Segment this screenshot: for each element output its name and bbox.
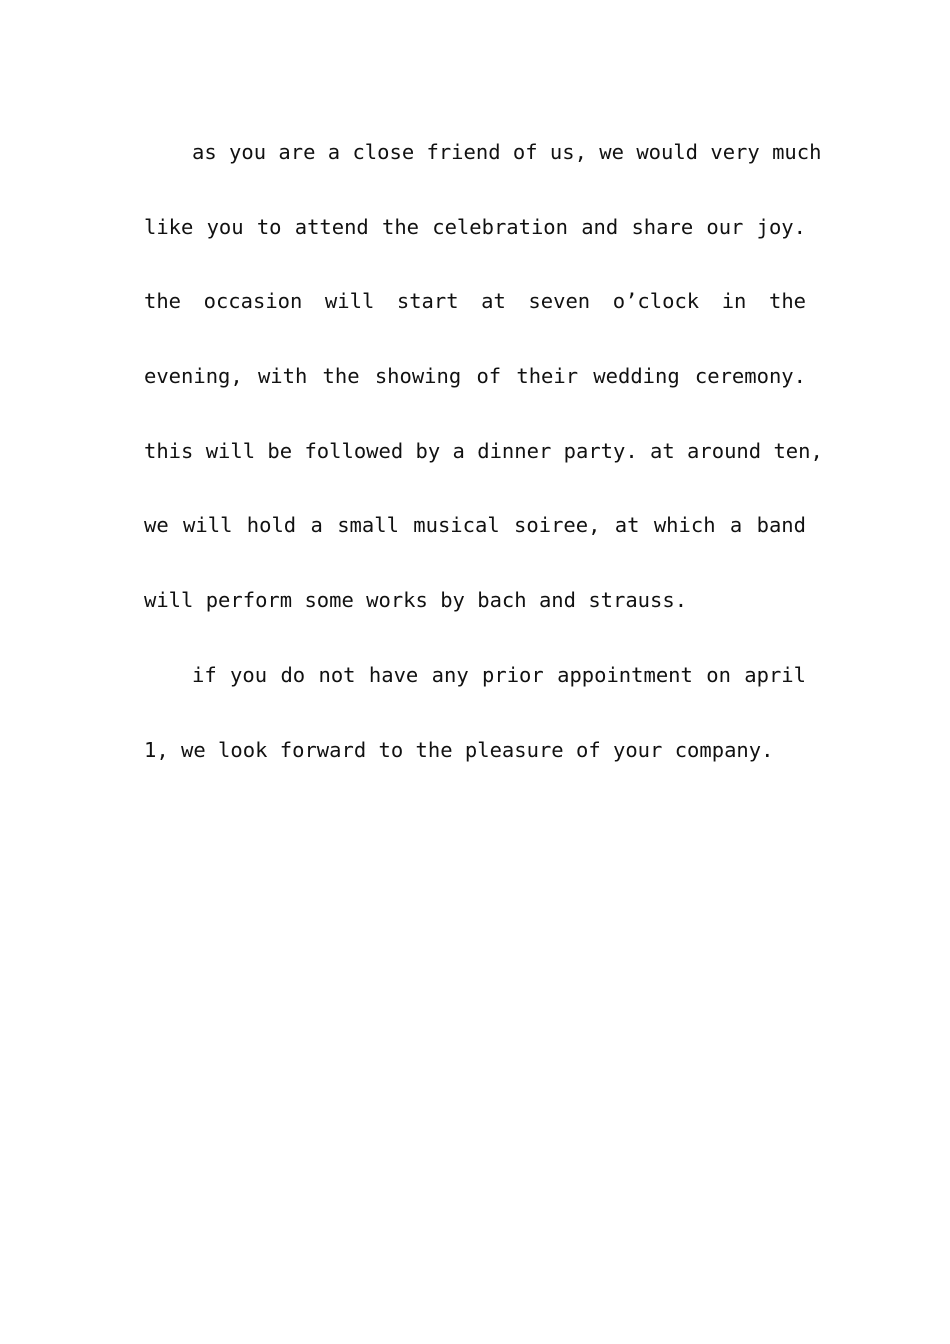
text-line: if you do not have any prior appointment on april [192, 662, 806, 687]
text-line: evening, with the showing of their wedding ceremony. [144, 364, 806, 389]
text-line: as you are a close friend of us, we would very much [192, 140, 822, 164]
text-line: we will hold a small musical soiree, at which a band [144, 513, 806, 538]
text-line: like you to attend the celebration and share our joy. [144, 214, 806, 239]
text-line: this will be followed by a dinner party. at around ten, [144, 438, 823, 463]
paragraph-invitation [144, 115, 823, 638]
text-line: will perform some works by bach and strauss. [144, 588, 688, 613]
text-line: 1, we look forward to the pleasure of your company. [144, 737, 774, 762]
text-line: the occasion will start at seven o’clock in the [144, 289, 806, 314]
paragraph-closing [144, 638, 806, 787]
letter-body [144, 115, 823, 787]
